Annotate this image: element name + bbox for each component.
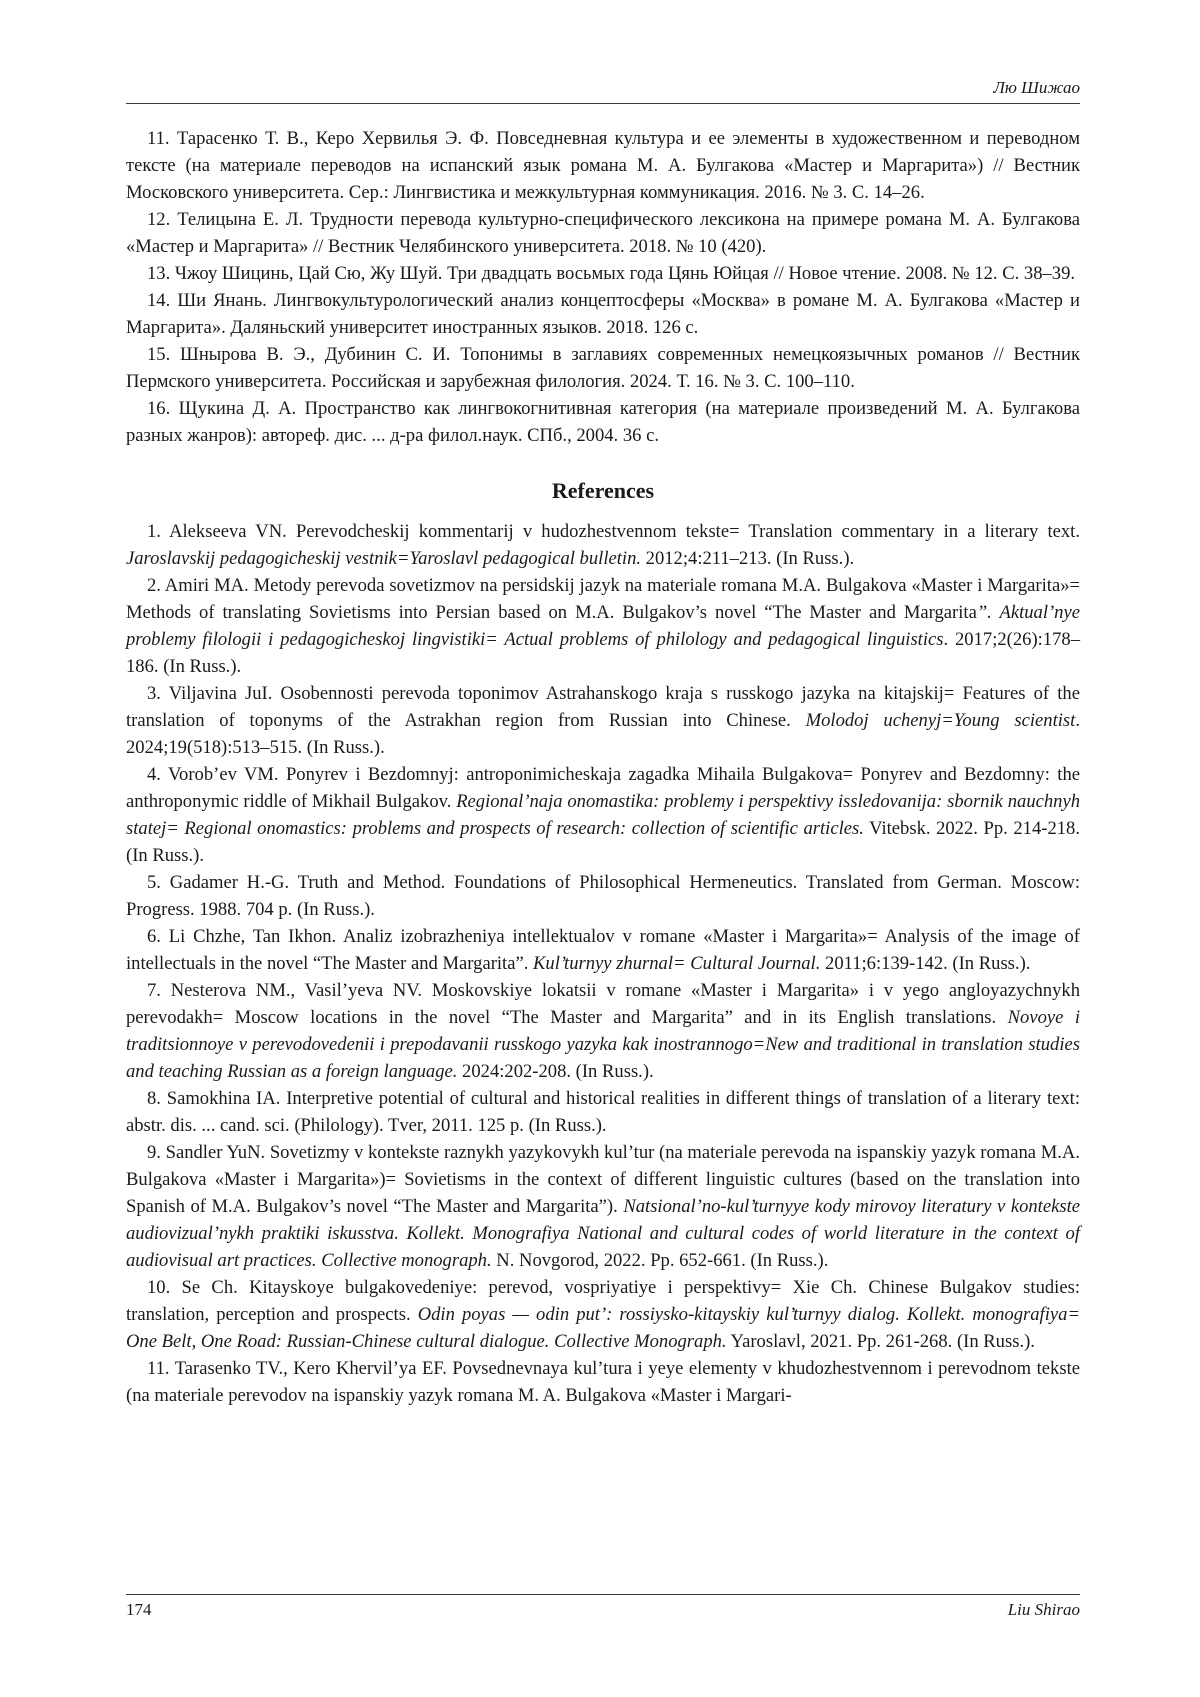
ru-ref-15: 15. Шнырова В. Э., Дубинин С. И. Топонимы в заглавиях современных немецкоязычных романов // Вестник Пермского университета. Российская и зарубежная филология. 2024. Т. 16. № 3. С. 100–110. xyxy=(126,344,1080,392)
ru-ref-14: 14. Ши Янань. Лингвокультурологический анализ концептосферы «Москва» в романе М. А. Булгакова «Мастер и Маргарита». Даляньский университет иностранных языков. 2018. 126 с. xyxy=(126,290,1080,338)
ru-ref-12: 12. Телицына Е. Л. Трудности перевода культурно-специфического лексикона на примере романа М. А. Булгакова «Мастер и Маргарита» // Вестник Челябинского университета. 2018. № 10 (420). xyxy=(126,209,1080,257)
page-number: 174 xyxy=(126,1600,152,1619)
ru-ref-13: 13. Чжоу Шицинь, Цай Сю, Жу Шуй. Три двадцать восьмых года Цянь Юйцая // Новое чтение. 2008. № 12. С. 38–39. xyxy=(147,263,1076,284)
en-ref-7: 7. Nesterova NM., Vasil’yeva NV. Moskovskiye lokatsii v romane «Master i Margarita» i v yego angloyazychnykh perevodakh= Moscow locations in the novel “The Master and Margarita” and in its English translations. Novoye i traditsionnoye v perevodovedenii i prepodavanii russkogo yazyka kak inostrannogo=New and traditional in translation studies and teaching Russian as a foreign language. 2024:202-208. (In Russ.). xyxy=(126,980,1080,1082)
references-body xyxy=(126,125,1080,1409)
ru-ref-16: 16. Щукина Д. А. Пространство как лингвокогнитивная категория (на материале произведений М. А. Булгакова разных жанров): автореф. дис. ... д-ра филол.наук. СПб., 2004. 36 с. xyxy=(126,398,1080,446)
en-ref-8: 8. Samokhina IA. Interpretive potential of cultural and historical realities in different things of translation of a literary text: abstr. dis. ... cand. sci. (Philology). Tver, 2011. 125 p. (In Russ.). xyxy=(126,1088,1080,1136)
en-ref-3: 3. Viljavina JuI. Osobennosti perevoda toponimov Astrahanskogo kraja s russkogo jazyka na kitajskij= Features of the translation of toponyms of the Astrakhan region from Russian into Chinese. Molodoj uchenyj=Young scientist. 2024;19(518):513–515. (In Russ.). xyxy=(126,683,1080,758)
footer-author: Liu Shirao xyxy=(1007,1600,1080,1619)
en-ref-6: 6. Li Chzhe, Tan Ikhon. Analiz izobrazheniya intellektualov v romane «Master i Margarita»= Analysis of the image of intellectuals in the novel “The Master and Margarita”. Kul’turnyy zhurnal= Cultural Journal. 2011;6:139-142. (In Russ.). xyxy=(126,926,1080,974)
en-ref-1: 1. Alekseeva VN. Perevodcheskij kommentarij v hudozhestvennom tekste= Translation commentary in a literary text. Jaroslavskij pedagogicheskij vestnik=Yaroslavl pedagogical bulletin. 2012;4:211–213. (In Russ.). xyxy=(126,521,1080,569)
footer-rule xyxy=(126,1594,1080,1595)
references-heading: References xyxy=(551,478,655,503)
en-ref-11: 11. Tarasenko TV., Kero Khervil’ya EF. Povsednevnaya kul’tura i yeye elementy v khudozhestvennom i perevodnom tekste (na materiale perevodov na ispanskiy yazyk romana M. A. Bulgakova «Master i Margari- xyxy=(126,1358,1080,1406)
page-footer xyxy=(126,1600,1080,1620)
en-ref-4: 4. Vorob’ev VM. Ponyrev i Bezdomnyj: antroponimicheskaja zagadka Mihaila Bulgakova= Ponyrev and Bezdomny: the anthroponymic riddle of Mikhail Bulgakov. Regional’naja onomastika: problemy i perspektivy issledovanija: sbornik nauchnyh statej= Regional onomastics: problems and prospects of research: collection of scientific articles. Vitebsk. 2022. Pp. 214-218. (In Russ.). xyxy=(126,764,1081,866)
en-ref-9: 9. Sandler YuN. Sovetizmy v kontekste raznykh yazykovykh kul’tur (na materiale perevoda na ispanskiy yazyk romana M.A. Bulgakova «Master i Margarita»)= Sovietisms in the context of different linguistic cultures (based on the translation into Spanish of M.A. Bulgakov’s novel “The Master and Margarita”). Natsional’no-kul’turnyye kody mirovoy literatury v kontekste audiovizual’nykh praktiki iskusstva. Kollekt. Monografiya National and cultural codes of world literature in the context of audiovisual art practices. Collective monograph. N. Novgorod, 2022. Pp. 652-661. (In Russ.). xyxy=(126,1142,1080,1271)
ru-ref-11: 11. Тарасенко Т. В., Керо Хервилья Э. Ф. Повседневная культура и ее элементы в художественном и переводном тексте (на материале переводов на испанский язык романа М. А. Булгакова «Мастер и Маргарита») // Вестник Московского университета. Сер.: Лингвистика и межкультурная коммуникация. 2016. № 3. С. 14–26. xyxy=(126,128,1080,203)
en-ref-10: 10. Se Ch. Kitayskoye bulgakovedeniye: perevod, vospriyatiye i perspektivy= Xie Ch. Chinese Bulgakov studies: translation, perception and prospects. Odin poyas — odin put’: rossiysko-kitayskiy kul’turnyy dialog. Kollekt. monografiya= One Belt, One Road: Russian-Chinese cultural dialogue. Collective Monograph. Yaroslavl, 2021. Pp. 261-268. (In Russ.). xyxy=(126,1277,1080,1352)
en-ref-5: 5. Gadamer H.-G. Truth and Method. Foundations of Philosophical Hermeneutics. Translated from German. Moscow: Progress. 1988. 704 p. (In Russ.). xyxy=(126,872,1080,920)
en-ref-2: 2. Amiri MA. Metody perevoda sovetizmov na persidskij jazyk na materiale romana M.A. Bulgakova «Master i Margarita»= Methods of translating Sovietisms into Persian based on M.A. Bulgakov’s novel “The Master and Margarita”. Aktual’nye problemy filologii i pedagogicheskoj lingvistiki= Actual problems of philology and pedagogical linguistics. 2017;2(26):178–186. (In Russ.). xyxy=(126,575,1080,677)
header-rule xyxy=(126,103,1080,104)
running-head-author: Лю Шижао xyxy=(993,78,1080,97)
